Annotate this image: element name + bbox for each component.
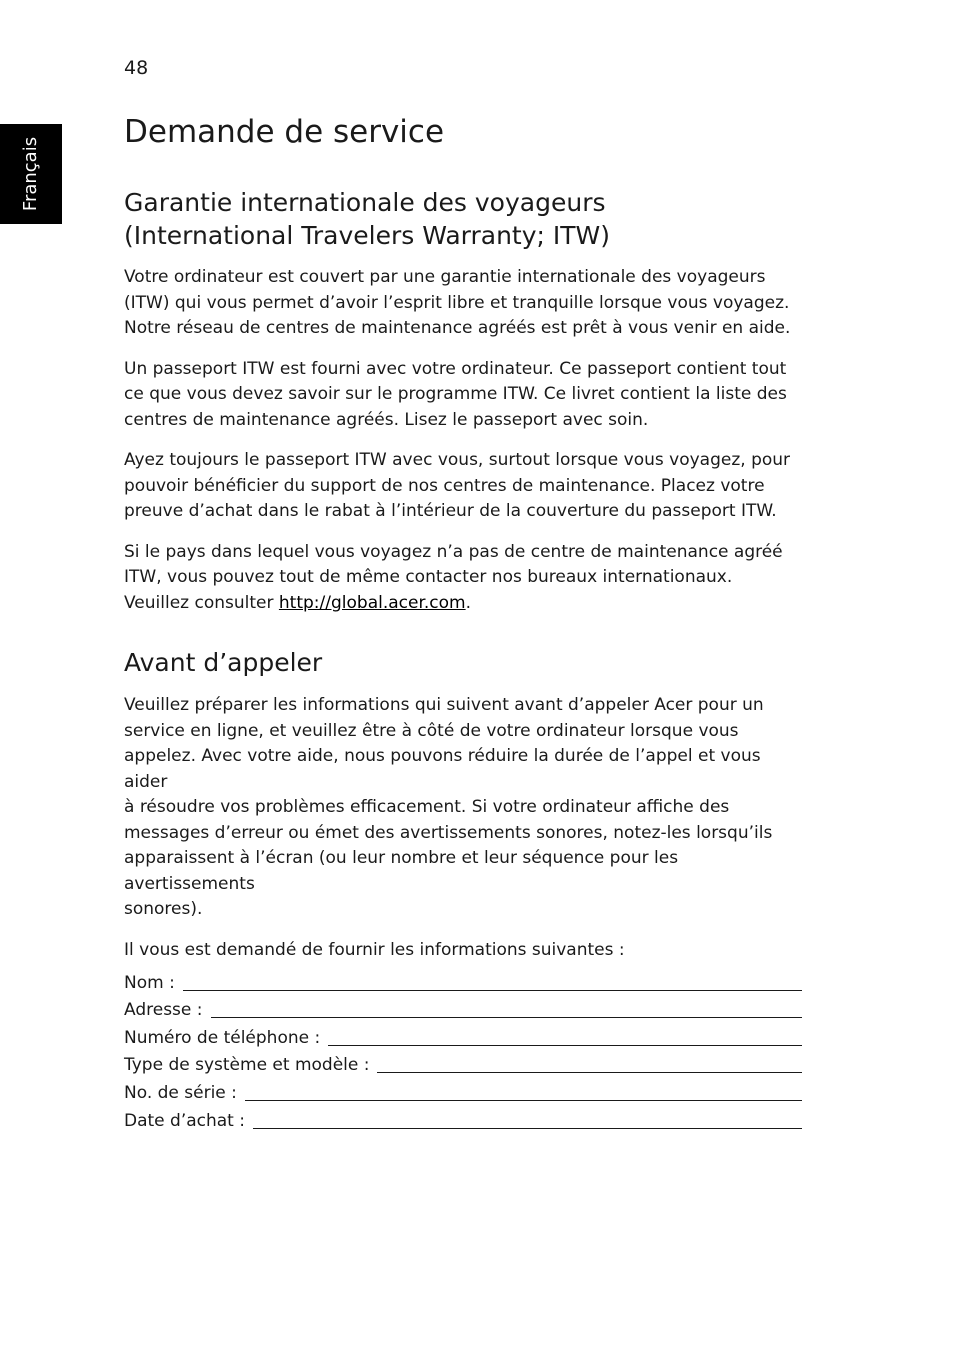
paragraph-itw-4 xyxy=(124,540,808,617)
paragraph-itw-2: Un passeport ITW est fourni avec votre ordinateur. Ce passeport contient tout ce que vous devez savoir sur le programme ITW. Ce livret contient la liste des centres de maintenance agréés. Lisez le passeport avec soin. xyxy=(124,358,787,430)
paragraph-before-calling: Veuillez préparer les informations qui suivent avant d’appeler Acer pour un service en ligne, et veuillez être à côté de votre ordinateur lorsque vous appelez. Avec votre aide, nous pouvons réduire la durée de l’appel et vous aider à résoudre vos problèmes efficacement. Si votre ordinateur affiche des messages d’erreur ou émet des avertissements sonores, notez-les lorsqu’ils apparaissent à l’écran (ou leur nombre et leur séquence pour les avertissements sonores). xyxy=(124,695,773,919)
form-label-purchase-date: Date d’achat : xyxy=(124,1110,245,1131)
paragraph-itw-1: Votre ordinateur est couvert par une garantie internationale des voyageurs (ITW) qui vous permet d’avoir l’esprit libre et tranquille lorsque vous voyagez. Notre réseau de centres de maintenance agréés est prêt à vous venir en aide. xyxy=(124,267,791,338)
form-label-address: Adresse : xyxy=(124,1000,203,1021)
paragraph-itw-4-end: . xyxy=(465,592,472,613)
form-row-phone xyxy=(124,1021,802,1049)
form-label-phone: Numéro de téléphone : xyxy=(124,1027,321,1048)
form-line-purchase-date xyxy=(253,1127,802,1129)
paragraph-itw-4-text: Si le pays dans lequel vous voyagez n’a pas de centre de maintenance agréé ITW, vous pouvez tout de même contacter nos bureaux internationaux. Veuillez consulter xyxy=(124,541,783,613)
form-row-address xyxy=(124,994,802,1022)
form-line-system-model xyxy=(377,1071,802,1073)
language-tab-label: Français xyxy=(20,136,41,212)
form-line-address xyxy=(211,1016,802,1018)
form-label-name: Nom : xyxy=(124,972,175,993)
form-row-system-model xyxy=(124,1049,802,1077)
form-row-name xyxy=(124,966,802,994)
section-heading-before-calling: Avant d’appeler xyxy=(124,648,323,677)
form-row-purchase-date xyxy=(124,1104,802,1132)
form-line-name xyxy=(183,989,802,991)
page-title: Demande de service xyxy=(124,114,445,150)
form-label-system-model: Type de système et modèle : xyxy=(124,1055,370,1076)
section-heading-itw: Garantie internationale des voyageurs (International Travelers Warranty; ITW) xyxy=(124,188,611,250)
form-line-phone xyxy=(328,1044,802,1046)
page-content xyxy=(124,112,808,1132)
acer-global-link[interactable]: http://global.acer.com xyxy=(278,592,466,613)
form-row-serial xyxy=(124,1076,802,1104)
paragraph-itw-3: Ayez toujours le passeport ITW avec vous, surtout lorsque vous voyagez, pour pouvoir bénéficier du support de nos centres de maintenance. Placez votre preuve d’achat dans le rabat à l’intérieur de la couverture du passeport ITW. xyxy=(124,450,791,521)
form-intro: Il vous est demandé de fournir les informations suivantes : xyxy=(124,939,625,960)
form-line-serial xyxy=(245,1099,802,1101)
form-label-serial: No. de série : xyxy=(124,1082,237,1103)
language-tab xyxy=(0,124,62,224)
page-number: 48 xyxy=(124,57,149,79)
